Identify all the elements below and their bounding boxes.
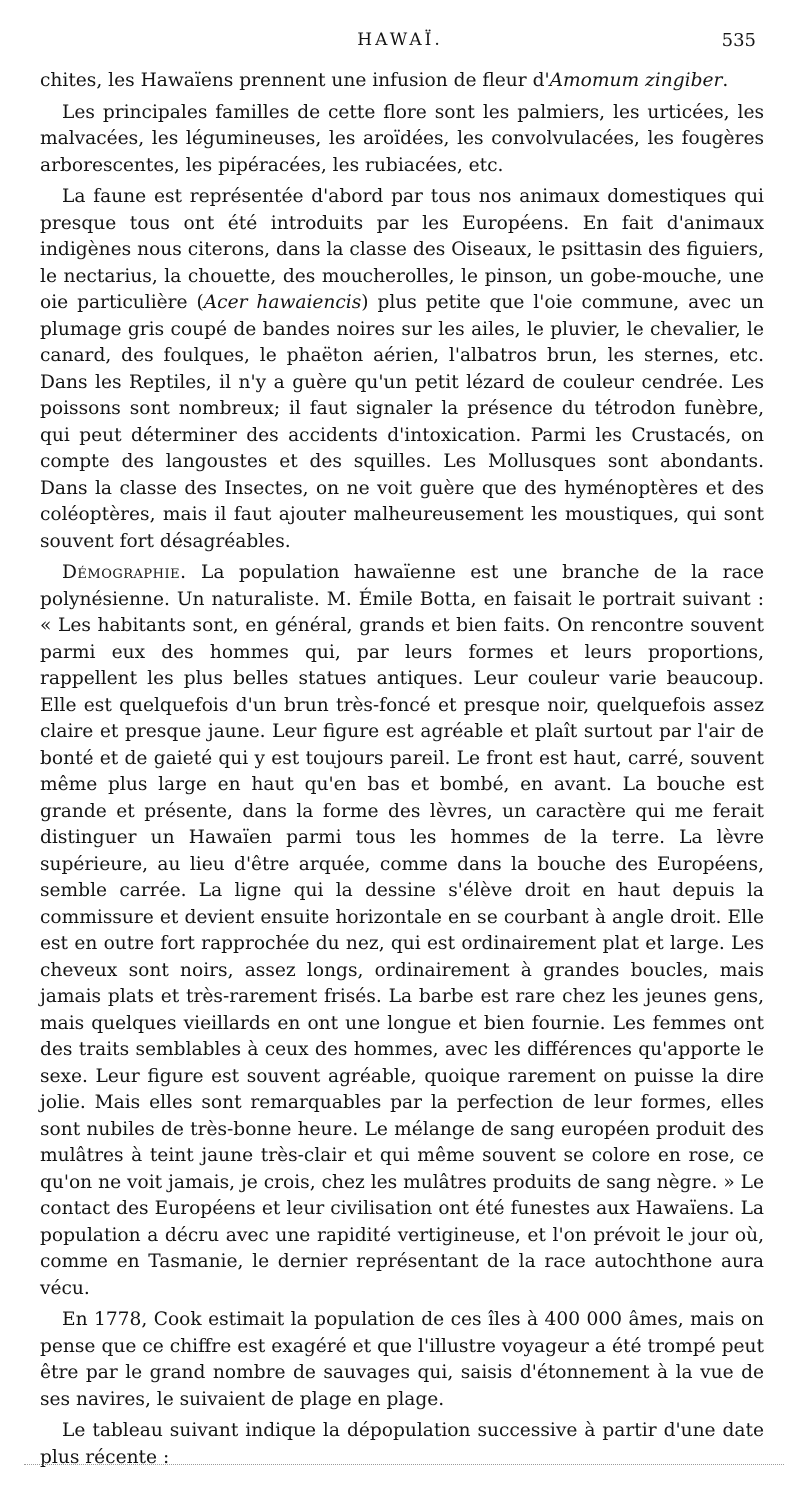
- paragraph-text: Les principales familles de cette flore sont les palmiers, les urticées, les malvacées, les légumineuses, les aroïdées, les convolvulacées, les fougères arborescentes, les pipéracées, les rubiacées, etc.: [40, 101, 764, 176]
- running-header: [36, 30, 764, 56]
- paragraph-text: Le tableau suivant indique la dépopulation successive à partir d'une date plus récente :: [40, 1420, 764, 1468]
- paragraph-flora: [40, 100, 764, 180]
- species-name: Amomum zingiber: [549, 70, 723, 91]
- bottom-dotted-rule: [24, 1464, 784, 1465]
- paragraph-text: ) plus petite que l'oie commune, avec un plumage gris coupé de bandes noires sur les ailes, le pluvier, le chevalier, le canard, des foulques, le phaëton aérien, l'albatros brun, les sternes, etc. Dans les Reptiles, il n'y a guère qu'un petit lézard de couleur cendrée. Les poissons sont nombreux; il faut signaler la présence du tétrodon funèbre, qui peut déterminer des accidents d'intoxication. Parmi les Crustacés, on compte des langoustes et des squilles. Les Mollusques sont abondants. Dans la classe des Insectes, on ne voit guère que des hyménoptères et des coléoptères, mais il faut ajouter malheureusement les moustiques, qui sont souvent fort désagréables.: [40, 292, 764, 552]
- paragraph-text: La population hawaïenne est une branche de la race polynésienne. Un naturaliste. M. Émile Botta, en faisait le portrait suivant : « Les habitants sont, en général, grands et bien faits. On rencontre souvent parmi eux des hommes qui, par leurs formes et leurs proportions, rappellent les plus belles statues antiques. Leur couleur varie beaucoup. Elle est quelquefois d'un brun très-foncé et presque noir, quelquefois assez claire et presque jaune. Leur figure est agréable et plaît surtout par l'air de bonté et de gaieté qui y est toujours pareil. Le front est haut, carré, souvent même plus large en haut qu'en bas et bombé, en avant. La bouche est grande et présente, dans la forme des lèvres, un caractère qui me ferait distinguer un Hawaïen parmi tous les hommes de la terre. La lèvre supérieure, au lieu d'être arquée, comme dans la bouche des Européens, semble carrée. La ligne qui la dessine s'élève droit en haut depuis la commissure et devient ensuite horizontale en se courbant à angle droit. Elle est en outre fort rapprochée du nez, qui est ordinairement plat et large. Les cheveux sont noirs, assez longs, ordinairement à grandes boucles, mais jamais plats et très-rarement frisés. La barbe est rare chez les jeunes gens, mais quelques vieillards en ont une longue et bien fournie. Les femmes ont des traits semblables à ceux des hommes, avec les différences qu'apporte le sexe. Leur figure est souvent agréable, quoique rarement on puisse la dire jolie. Mais elles sont remarquables par la perfection de leur formes, elles sont nubiles de très-bonne heure. Le mélange de sang européen produit des mulâtres à teint jaune très-clair et qui même souvent se colore en rose, ce qu'on ne voit jamais, je crois, chez les mulâtres produits de sang nègre. » Le contact des Européens et leur civilisation ont été funestes aux Hawaïens. La population a décru avec une rapidité vertigineuse, et l'on prévoit le jour où, comme en Tasmanie, le dernier représentant de la race autochthone aura vécu.: [40, 562, 764, 1299]
- paragraph-fauna: [40, 184, 764, 555]
- paragraph-cook: [40, 1307, 764, 1413]
- running-title: HAWAÏ.: [357, 30, 443, 50]
- page-number: 535: [721, 30, 756, 51]
- paragraph-text: chites, les Hawaïens prennent une infusion de fleur d': [40, 70, 550, 91]
- page-body: [40, 68, 764, 1471]
- paragraph-text: En 1778, Cook estimait la population de ces îles à 400 000 âmes, mais on pense que ce chiffre est exagéré et que l'illustre voyageur a été trompé peut être par le grand nombre de sauvages qui, saisis d'étonnement à la vue de ses navires, le suivaient de plage en plage.: [40, 1309, 764, 1410]
- paragraph-text: .: [722, 70, 729, 91]
- paragraph-text: La faune est représentée d'abord par tous nos animaux domestiques qui presque tous ont été introduits par les Européens. En fait d'animaux indigènes nous citerons, dans la classe des Oiseaux, le psittasin des figuiers, le nectarius, la chouette, des moucherolles, le pinson, un gobe-mouche, une oie particulière (: [40, 186, 764, 313]
- section-lead: Démographie.: [62, 562, 187, 583]
- species-name: Acer hawaiencis: [203, 292, 362, 313]
- paragraph-continuation: [40, 68, 764, 95]
- paragraph-demographie: [40, 560, 764, 1302]
